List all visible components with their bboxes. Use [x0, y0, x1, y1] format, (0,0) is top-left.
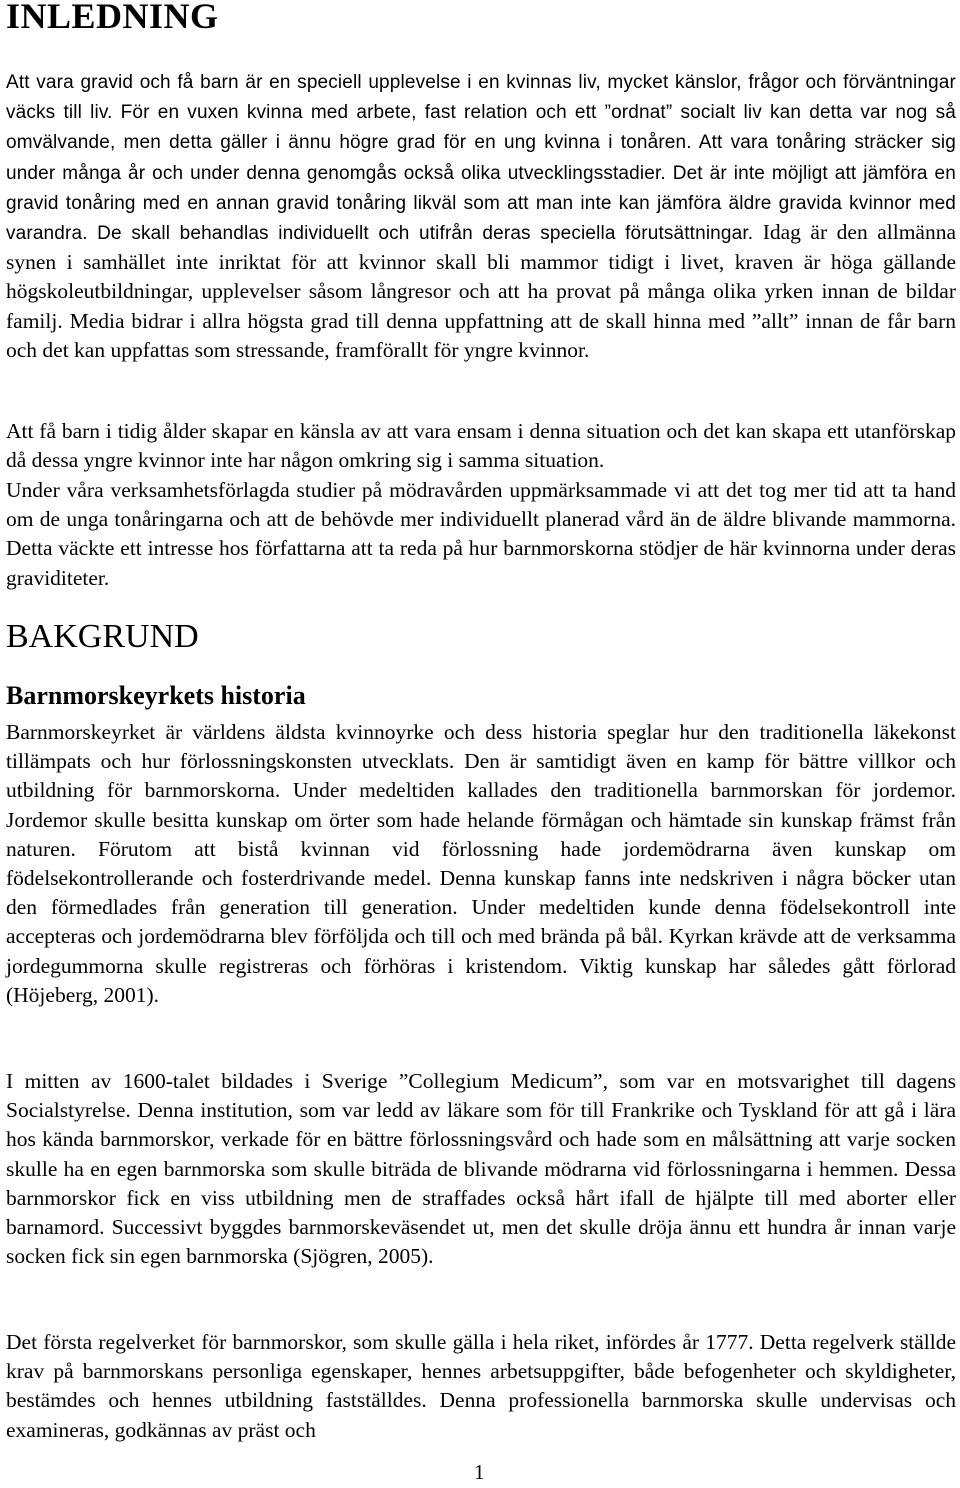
heading-bakgrund: BAKGRUND	[6, 618, 199, 655]
history-paragraph-3: Det första regelverket för barnmorskor, som skulle gälla i hela riket, infördes år 1777. Detta regelverk ställde krav på barnmorskans personliga egenskaper, hennes arbetsuppgifter, både befogenheter och skyldigheter, bestämdes och hennes utbildning fastställdes. Denna professionella barnmorska skulle undervisas och examineras, godkännas av präst och	[6, 1330, 956, 1442]
subheading-barnmorskeyrkets-historia: Barnmorskeyrkets historia	[6, 681, 306, 710]
intro-paragraph-3: Under våra verksamhetsförlagda studier på mödravården uppmärksammade vi att det tog mer tid att ta hand om de unga tonåringarna och att de behövde mer individuellt planerad vård än de äldre blivande mammorna. Detta väckte ett intresse hos författarna att ta reda på hur barnmorskorna stödjer de här kvinnorna under deras graviditeter.	[6, 478, 956, 590]
heading-inledning: INLEDNING	[6, 0, 219, 36]
intro-text-sans: Att vara gravid och få barn är en speciell upplevelse i en kvinnas liv, mycket känslor, frågor och förväntningar väcks till liv. För en vuxen kvinna med arbete, fast relation och ett ”ordnat” socialt liv kan detta var nog så omvälvande, men detta gäller i ännu högre grad för en ung kvinna i tonåren. Att vara tonåring sträcker sig under många år och under denna genomgås också olika utvecklingsstadier. Det är inte möjligt att jämföra en gravid tonåring med en annan gravid tonåring likväl som att man inte kan jämföra äldre gravida kvinnor med varandra. De skall behandlas individuellt och utifrån deras speciella förutsättningar.	[6, 72, 956, 245]
history-paragraph-1: Barnmorskeyrket är världens äldsta kvinnoyrke och dess historia speglar hur den traditionella läkekonst tillämpats och hur förlossningskonsten utvecklats. Den är samtidigt även en kamp för bättre villkor och utbildning för barnmorskorna. Under medeltiden kallades den traditionella barnmorskan för jordemor. Jordemor skulle besitta kunskap om örter som hade helande förmågan och hämtade sin kunskap främst från naturen. Förutom att bistå kvinnan vid förlossning hade jordemödrarna även kunskap om födelsekontrollerande och fosterdrivande medel. Denna kunskap fanns inte nedskriven i några böcker utan den förmedlades från generation till generation. Under medeltiden kunde denna födelsekontroll inte accepteras och jordemödrarna blev förföljda och till och med brända på bål. Kyrkan krävde att de verksamma jordegummorna skulle registreras och förhöras i kristendom. Viktig kunskap har således gått förlorad (Höjeberg, 2001).	[6, 720, 956, 1007]
intro-paragraph-1	[6, 67, 956, 365]
history-paragraph-2: I mitten av 1600-talet bildades i Sverige ”Collegium Medicum”, som var en motsvarighet till dagens Socialstyrelse. Denna institution, som var ledd av läkare som för till Frankrike och Tyskland för att gå i lära hos kända barnmorskor, verkade för en bättre förlossningsvård och hade som en målsättning att varje socken skulle ha en egen barnmorska som skulle biträda de blivande mödrarna vid förlossningarna i hemmen. Dessa barnmorskor fick en viss utbildning men de straffades också hårt ifall de hjälpte till med aborter eller barnamord. Successivt byggdes barnmorskeväsendet ut, men det skulle dröja ännu ett hundra år innan varje socken fick sin egen barnmorska (Sjögren, 2005).	[6, 1069, 956, 1269]
intro-text-serif: Idag är den allmänna synen i samhället inte inriktat för att kvinnor skall bli mammor tidigt i livet, kraven är höga gällande högskoleutbildningar, upplevelser såsom långresor och att ha provat på många olika yrken innan de bildar familj. Media bidrar i allra högsta grad till denna uppfattning att de skall hinna med ”allt” innan de får barn och det kan uppfattas som stressande, framförallt för yngre kvinnor.	[6, 220, 956, 362]
intro-paragraph-2: Att få barn i tidig ålder skapar en känsla av att vara ensam i denna situation och det kan skapa ett utanförskap då dessa yngre kvinnor inte har någon omkring sig i samma situation.	[6, 419, 956, 473]
page-number: 1	[474, 1460, 485, 1484]
